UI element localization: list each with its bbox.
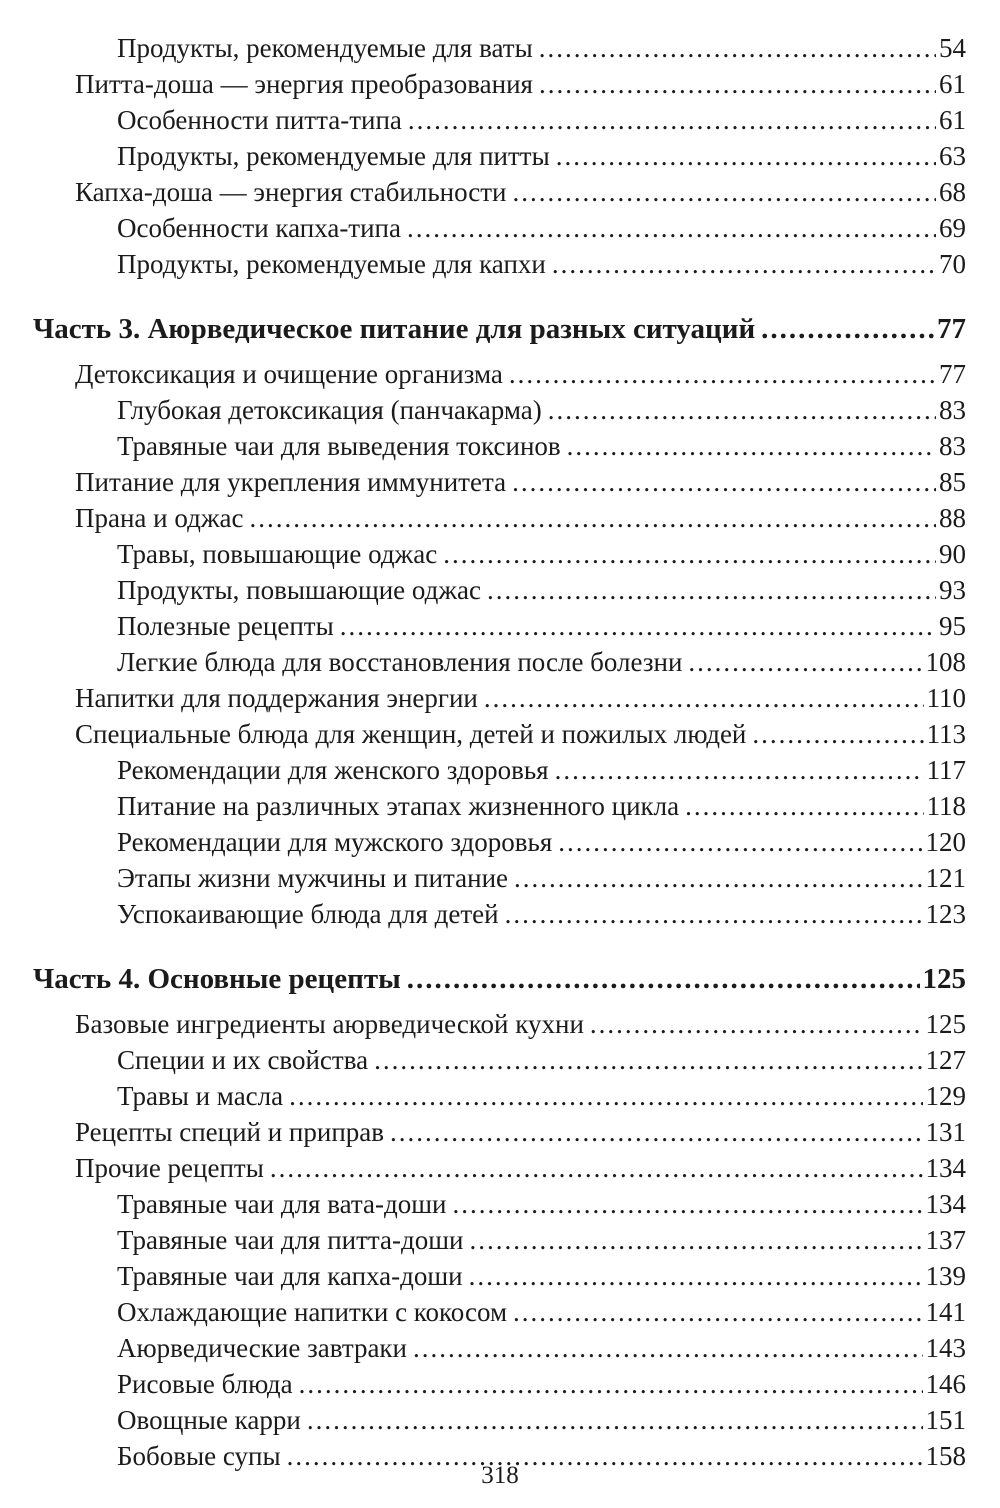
- toc-entry-page: 63: [939, 141, 966, 171]
- toc-entry-page: 88: [939, 503, 966, 533]
- dot-leader: [558, 824, 922, 860]
- dot-leader: [249, 500, 936, 536]
- toc-entry: [33, 680, 966, 716]
- toc-entry-title: Часть 4. Основные рецепты: [33, 963, 401, 995]
- toc-entry-page: 61: [939, 105, 966, 135]
- toc-entry: [33, 896, 966, 932]
- toc-entry-title: Питта-доша — энергия преобразования: [75, 69, 533, 99]
- toc-entry-page: 85: [939, 467, 966, 497]
- toc-entry: [33, 102, 966, 138]
- toc-part-heading: [33, 958, 966, 1000]
- dot-leader: [514, 860, 922, 896]
- dot-leader: [469, 1258, 923, 1294]
- dot-leader: [452, 1186, 922, 1222]
- dot-leader: [509, 356, 936, 392]
- toc-entry-page: 134: [925, 1189, 966, 1219]
- toc-entry-title: Этапы жизни мужчины и питание: [117, 863, 509, 893]
- toc-entry-page: 131: [925, 1117, 966, 1147]
- toc-entry-page: 117: [926, 755, 966, 785]
- toc-entry-page: 69: [939, 213, 966, 243]
- dot-leader: [340, 608, 936, 644]
- dot-leader: [513, 1294, 922, 1330]
- toc-entry-title: Капха-доша — энергия стабильности: [75, 177, 507, 207]
- toc-entry: [33, 392, 966, 428]
- toc-entry-page: 121: [925, 863, 966, 893]
- toc-entry-title: Травяные чаи для выведения токсинов: [117, 431, 561, 461]
- toc-entry-page: 151: [925, 1405, 966, 1435]
- toc-entry-page: 158: [925, 1441, 966, 1471]
- toc-entry-title: Прочие рецепты: [75, 1153, 264, 1183]
- dot-leader: [413, 1330, 923, 1366]
- dot-leader: [408, 102, 936, 138]
- toc-entry-title: Аюрведические завтраки: [117, 1333, 407, 1363]
- toc-entry-title: Травяные чаи для вата-доши: [117, 1189, 447, 1219]
- toc-entry-page: 83: [939, 431, 966, 461]
- toc-entry-title: Бобовые супы: [117, 1441, 281, 1471]
- toc-entry: [33, 536, 966, 572]
- dot-leader: [407, 958, 920, 1000]
- dot-leader: [688, 644, 922, 680]
- toc-entry: [33, 210, 966, 246]
- toc-entry-page: 143: [925, 1333, 966, 1363]
- toc-entry: [33, 464, 966, 500]
- toc-entry-title: Травяные чаи для капха-доши: [117, 1261, 463, 1291]
- toc-entry-page: 70: [939, 249, 966, 279]
- dot-leader: [548, 392, 936, 428]
- toc-entry-page: 83: [939, 395, 966, 425]
- toc-entry-page: 54: [939, 33, 966, 63]
- toc-entry: [33, 500, 966, 536]
- toc-entry: [33, 608, 966, 644]
- toc-entry-page: 120: [925, 827, 966, 857]
- toc-entry-page: 113: [926, 719, 966, 749]
- toc-entry-title: Питание на различных этапах жизненного цикла: [117, 791, 680, 821]
- toc-part-heading: [33, 308, 966, 350]
- toc-entry: [33, 1402, 966, 1438]
- toc-entry: [33, 644, 966, 680]
- toc-entry: [33, 1186, 966, 1222]
- dot-leader: [374, 1042, 922, 1078]
- toc-entry-page: 68: [939, 177, 966, 207]
- toc-entry: [33, 1366, 966, 1402]
- toc-entry-title: Напитки для поддержания энергии: [75, 683, 478, 713]
- dot-leader: [484, 680, 924, 716]
- toc-entry-title: Глубокая детоксикация (панчакарма): [117, 395, 542, 425]
- dot-leader: [487, 572, 936, 608]
- toc-entry: [33, 788, 966, 824]
- toc-entry-page: 77: [939, 359, 966, 389]
- dot-leader: [270, 1150, 923, 1186]
- dot-leader: [443, 536, 936, 572]
- toc-entry-page: 139: [925, 1261, 966, 1291]
- toc-entry: [33, 716, 966, 752]
- dot-leader: [685, 788, 923, 824]
- toc-entry-title: Продукты, рекомендуемые для ваты: [117, 33, 533, 63]
- toc-entry-page: 125: [925, 1009, 966, 1039]
- toc-entry: [33, 1150, 966, 1186]
- toc-entry-page: 137: [925, 1225, 966, 1255]
- dot-leader: [539, 66, 936, 102]
- dot-leader: [555, 752, 924, 788]
- toc-entry-page: 141: [925, 1297, 966, 1327]
- toc-entry: [33, 1222, 966, 1258]
- toc-entry-title: Базовые ингредиенты аюрведической кухни: [75, 1009, 584, 1039]
- toc-entry: [33, 1006, 966, 1042]
- dot-leader: [407, 210, 936, 246]
- dot-leader: [299, 1366, 923, 1402]
- toc-entry: [33, 246, 966, 282]
- toc-entry-page: 134: [925, 1153, 966, 1183]
- toc-entry-title: Травяные чаи для питта-доши: [117, 1225, 464, 1255]
- toc-entry: [33, 138, 966, 174]
- toc-entry: [33, 1114, 966, 1150]
- toc-entry-title: Специи и их свойства: [117, 1045, 369, 1075]
- toc-entry-page: 90: [939, 539, 966, 569]
- dot-leader: [761, 308, 934, 350]
- dot-leader: [552, 246, 936, 282]
- toc-entry-title: Детоксикация и очищение организма: [75, 359, 503, 389]
- toc-entry-title: Продукты, рекомендуемые для капхи: [117, 249, 546, 279]
- toc-entry: [33, 572, 966, 608]
- toc-entry-page: 95: [939, 611, 966, 641]
- dot-leader: [470, 1222, 923, 1258]
- dot-leader: [752, 716, 923, 752]
- toc-entry-title: Специальные блюда для женщин, детей и пожилых людей: [75, 719, 747, 749]
- toc-entry-page: 108: [925, 647, 966, 677]
- toc-entry: [33, 752, 966, 788]
- toc-entry-page: 146: [925, 1369, 966, 1399]
- toc-entry-title: Часть 3. Аюрведическое питание для разных ситуаций: [33, 313, 756, 345]
- dot-leader: [539, 30, 936, 66]
- dot-leader: [513, 174, 937, 210]
- dot-leader: [390, 1114, 922, 1150]
- toc-entry-page: 129: [925, 1081, 966, 1111]
- toc-entry: [33, 174, 966, 210]
- table-of-contents: [33, 30, 966, 1474]
- toc-entry-title: Охлаждающие напитки с кокосом: [117, 1297, 508, 1327]
- toc-entry-page: 123: [925, 899, 966, 929]
- dot-leader: [512, 464, 936, 500]
- toc-entry-title: Рисовые блюда: [117, 1369, 293, 1399]
- toc-entry-title: Травы, повышающие оджас: [117, 539, 438, 569]
- toc-entry: [33, 1330, 966, 1366]
- toc-entry-title: Легкие блюда для восстановления после болезни: [117, 647, 683, 677]
- dot-leader: [567, 428, 936, 464]
- toc-entry-title: Питание для укрепления иммунитета: [75, 467, 507, 497]
- toc-entry-title: Травы и масла: [117, 1081, 284, 1111]
- dot-leader: [307, 1402, 923, 1438]
- toc-entry-title: Полезные рецепты: [117, 611, 334, 641]
- toc-entry-page: 118: [926, 791, 966, 821]
- toc-entry-page: 93: [939, 575, 966, 605]
- page-number: 318: [481, 1462, 519, 1489]
- toc-entry-title: Рекомендации для мужского здоровья: [117, 827, 553, 857]
- toc-entry-page: 77: [937, 313, 966, 345]
- dot-leader: [590, 1006, 923, 1042]
- toc-entry-title: Овощные карри: [117, 1405, 301, 1435]
- toc-entry: [33, 1294, 966, 1330]
- toc-entry-title: Продукты, повышающие оджас: [117, 575, 481, 605]
- dot-leader: [505, 896, 923, 932]
- toc-entry: [33, 30, 966, 66]
- toc-entry: [33, 356, 966, 392]
- toc-entry: [33, 428, 966, 464]
- toc-entry-page: 125: [922, 963, 966, 995]
- dot-leader: [556, 138, 936, 174]
- toc-entry: [33, 1078, 966, 1114]
- toc-entry: [33, 66, 966, 102]
- toc-entry-title: Прана и оджас: [75, 503, 244, 533]
- dot-leader: [289, 1078, 922, 1114]
- toc-entry-title: Рекомендации для женского здоровья: [117, 755, 549, 785]
- toc-entry: [33, 860, 966, 896]
- toc-entry-title: Продукты, рекомендуемые для питты: [117, 141, 550, 171]
- toc-entry-title: Особенности капха-типа: [117, 213, 401, 243]
- toc-entry-page: 110: [926, 683, 966, 713]
- toc-entry-title: Рецепты специй и приправ: [75, 1117, 385, 1147]
- toc-entry-page: 61: [939, 69, 966, 99]
- toc-entry-title: Особенности питта-типа: [117, 105, 402, 135]
- toc-entry: [33, 1258, 966, 1294]
- toc-entry-title: Успокаивающие блюда для детей: [117, 899, 499, 929]
- toc-entry: [33, 1042, 966, 1078]
- toc-entry-page: 127: [925, 1045, 966, 1075]
- toc-entry: [33, 824, 966, 860]
